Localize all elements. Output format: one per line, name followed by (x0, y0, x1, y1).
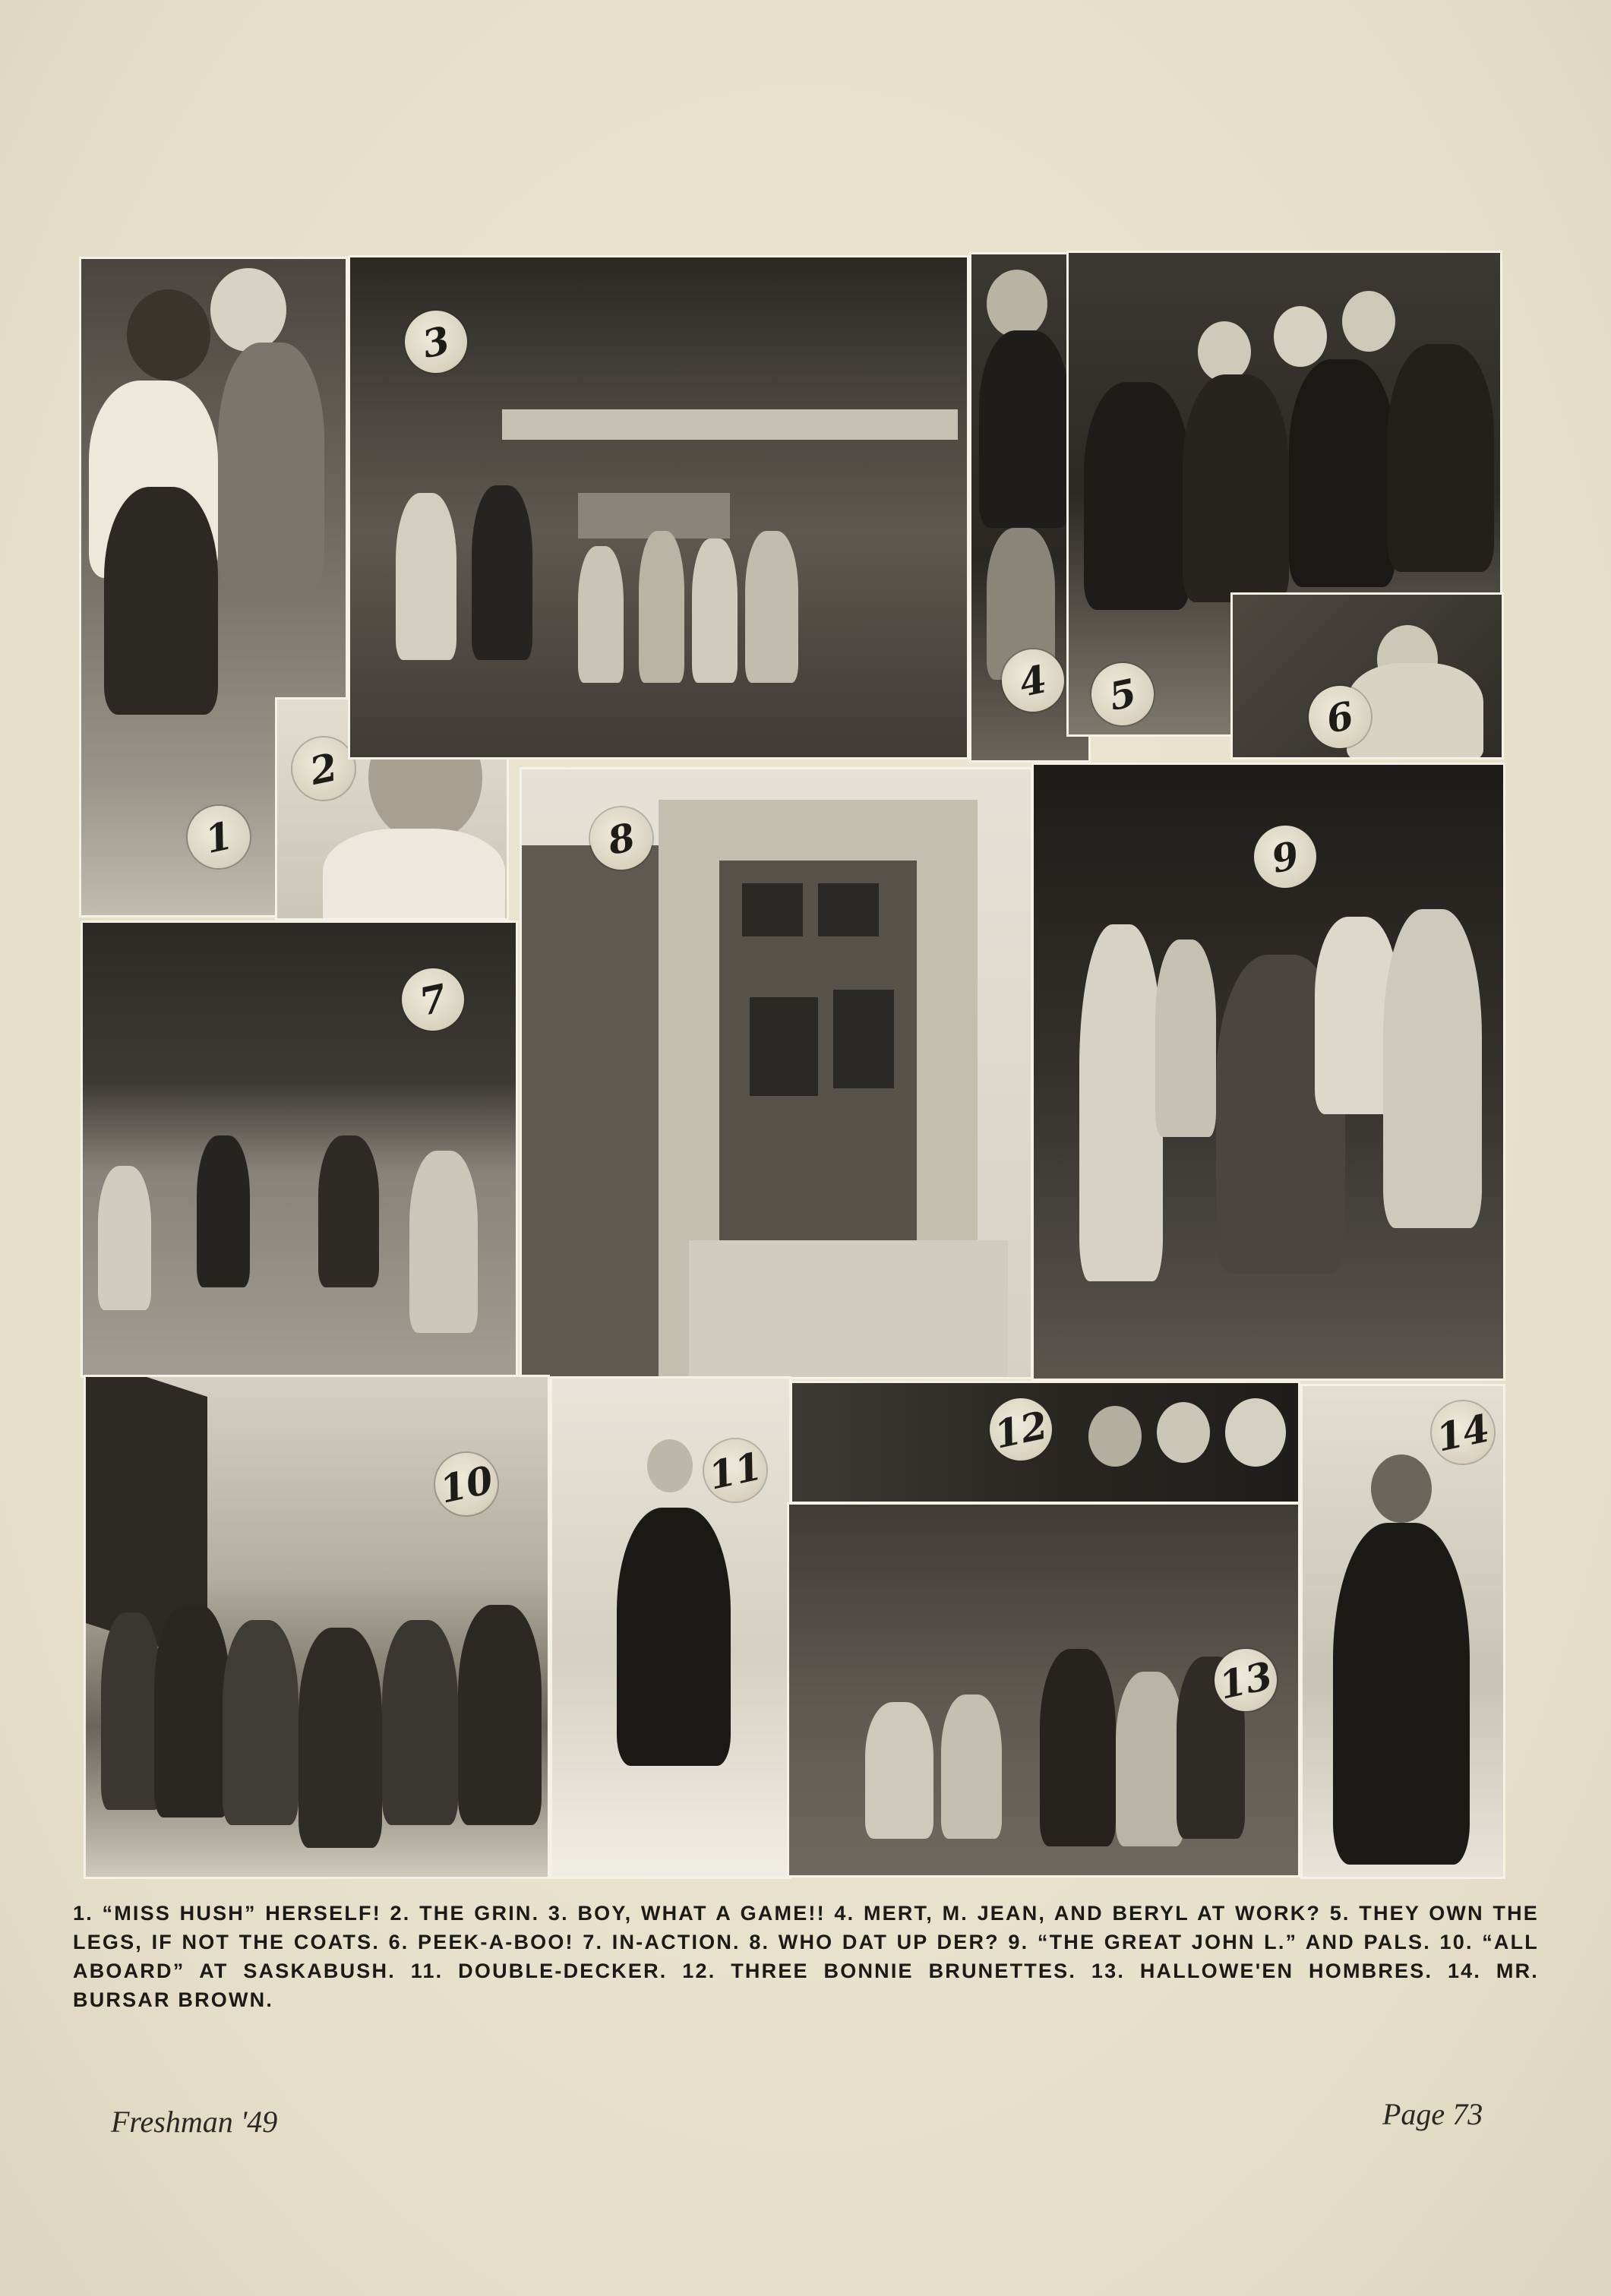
footer-publication: Freshman '49 (111, 2105, 278, 2139)
footer-page-number: Page 73 (1382, 2097, 1483, 2131)
photo-number-6: 6 (1303, 680, 1376, 753)
photo-6 (1230, 592, 1504, 760)
photo-3 (348, 255, 969, 760)
photo-number-10: 10 (429, 1447, 503, 1521)
photo-number-7: 7 (396, 962, 469, 1036)
photo-9 (1031, 763, 1505, 1381)
photo-number-5: 5 (1085, 657, 1159, 731)
photo-11 (550, 1376, 791, 1879)
photo-number-4: 4 (996, 643, 1069, 717)
photo-number-9: 9 (1248, 820, 1322, 893)
photo-number-8: 8 (584, 801, 658, 875)
photo-number-14: 14 (1426, 1395, 1499, 1469)
photo-13 (787, 1502, 1300, 1878)
photo-number-1: 1 (182, 800, 255, 873)
photo-8 (520, 767, 1033, 1379)
photo-number-11: 11 (698, 1433, 772, 1507)
photo-12 (790, 1381, 1300, 1504)
photo-14 (1300, 1384, 1505, 1879)
photo-10 (84, 1375, 550, 1879)
photo-number-2: 2 (286, 731, 360, 805)
photo-number-13: 13 (1208, 1643, 1282, 1716)
photo-number-12: 12 (984, 1392, 1057, 1466)
photo-captions: 1. “MISS HUSH” HERSELF! 2. THE GRIN. 3. BOY, WHAT A GAME!! 4. MERT, M. JEAN, AND BERYL AT WORK? 5. THEY OWN THE LEGS, IF NOT THE COATS. 6. PEEK-A-BOO! 7. IN-ACTION. 8. WHO DAT UP DER? 9. “THE GREAT JOHN L.” AND PALS. 10. “ALL ABOARD” AT SASKABUSH. 11. DOUBLE-DECKER. 12. THREE BONNIE BRUNETTES. 13. HALLOWE'EN HOMBRES. 14. MR. BURSAR BROWN. (73, 1902, 1539, 2011)
photo-number-3: 3 (399, 305, 472, 378)
photo-7 (81, 921, 518, 1378)
